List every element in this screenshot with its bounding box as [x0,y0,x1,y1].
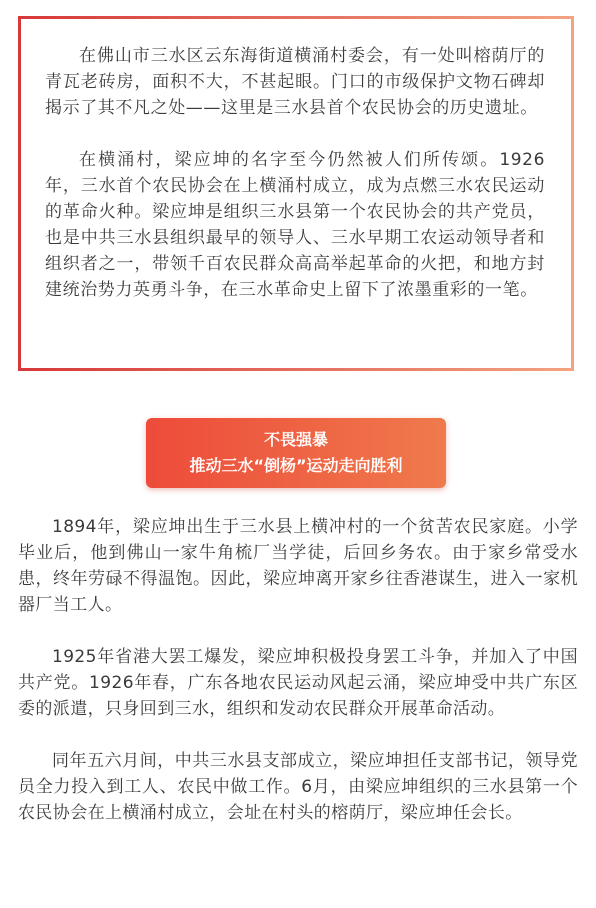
article-body [18,514,578,826]
section-heading-banner [146,418,446,488]
intro-framed-box [18,16,574,371]
intro-paragraph: 在横涌村，梁应坤的名字至今仍然被人们所传颂。1926年，三水首个农民协会在上横涌村成立，成为点燃三水农民运动的革命火种。梁应坤是组织三水县第一个农民协会的共产党员，也是中共三水县组织最早的领导人、三水早期工农运动领导者和组织者之一，带领千百农民群众高高举起革命的火把，和地方封建统治势力英勇斗争，在三水革命史上留下了浓墨重彩的一笔。 [45,150,545,300]
section-heading-line-2: 推动三水“倒杨”运动走向胜利 [189,456,403,475]
intro-paragraph: 在佛山市三水区云东海街道横涌村委会，有一处叫榕荫厅的青瓦老砖房，面积不大，不甚起眼。门口的市级保护文物石碑却揭示了其不凡之处——这里是三水县首个农民协会的历史遗址。 [45,46,545,118]
section-heading-line-1: 不畏强暴 [263,430,328,449]
body-paragraph: 1925年省港大罢工爆发，梁应坤积极投身罢工斗争，并加入了中国共产党。1926年春，广东各地农民运动风起云涌，梁应坤受中共广东区委的派遣，只身回到三水，组织和发动农民群众开展革命活动。 [18,647,578,719]
body-paragraph: 同年五六月间，中共三水县支部成立，梁应坤担任支部书记，领导党员全力投入到工人、农民中做工作。6月，由梁应坤组织的三水县第一个农民协会在上横涌村成立，会址在村头的榕荫厅，梁应坤任会长。 [18,751,578,823]
body-paragraph: 1894年，梁应坤出生于三水县上横冲村的一个贫苦农民家庭。小学毕业后，他到佛山一家牛角梳厂当学徒，后回乡务农。由于家乡常受水患，终年劳碌不得温饱。因此，梁应坤离开家乡往香港谋生，进入一家机器厂当工人。 [18,517,578,615]
